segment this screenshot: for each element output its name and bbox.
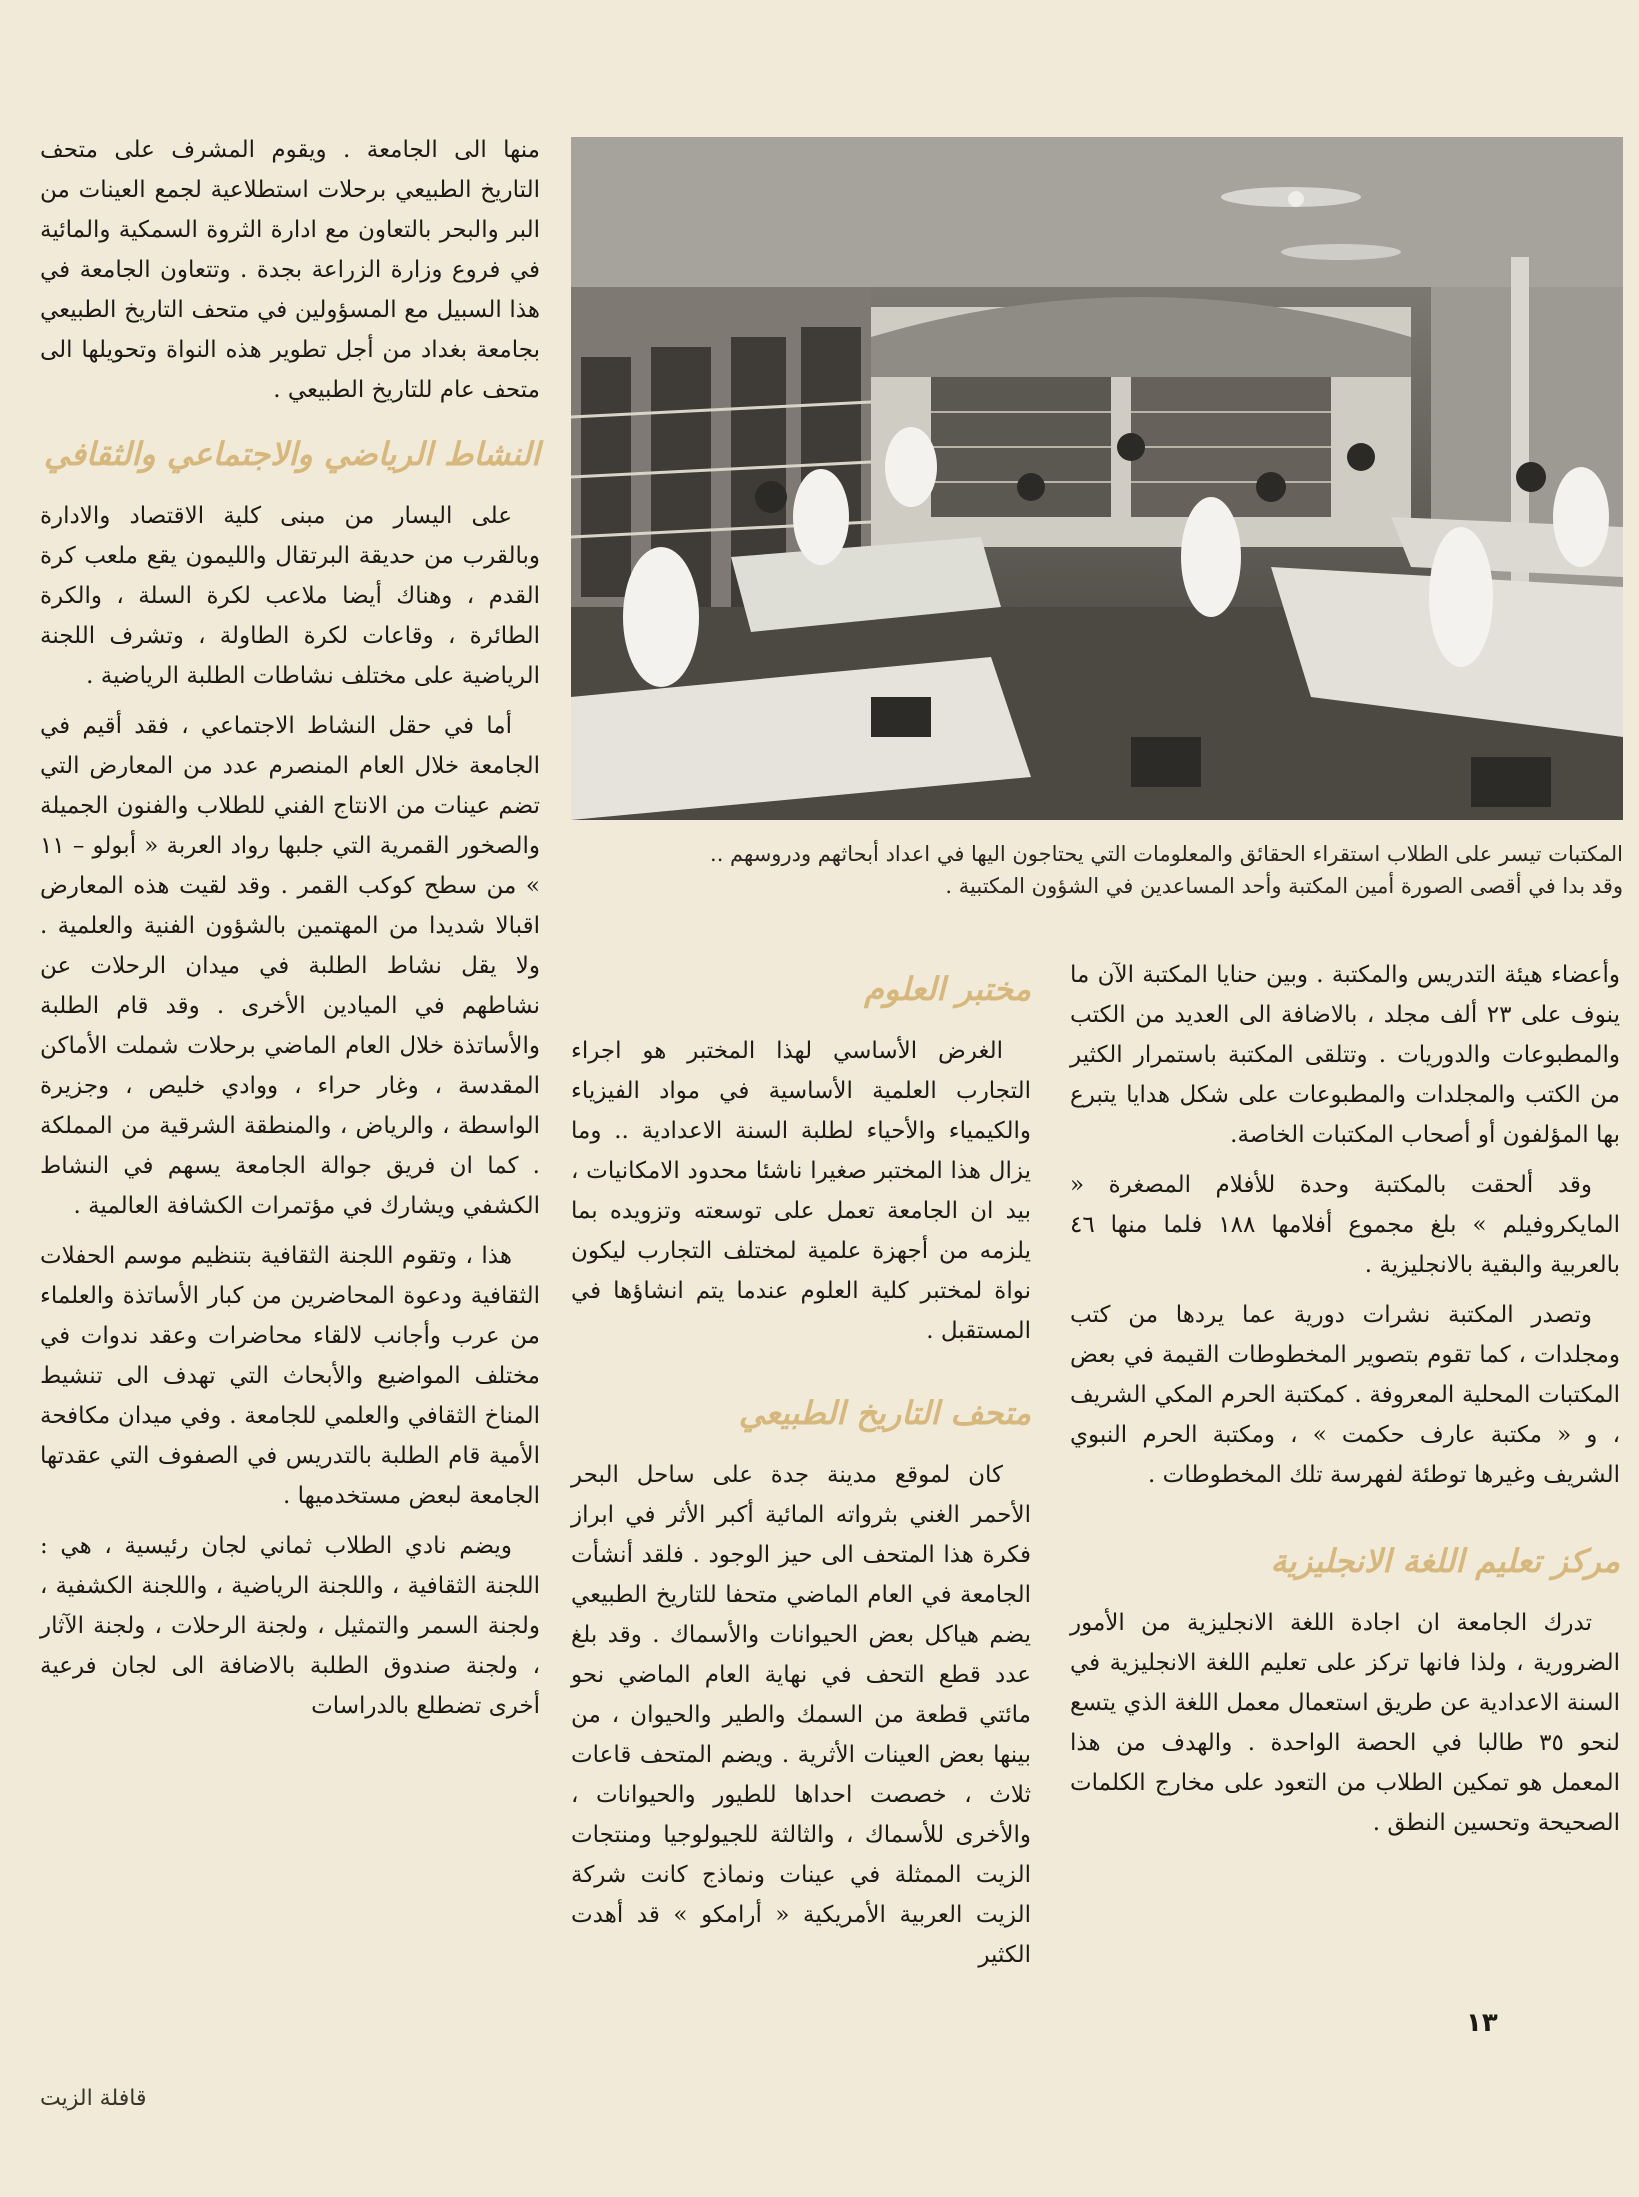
paragraph: منها الى الجامعة . ويقوم المشرف على متحف التاريخ الطبيعي برحلات استطلاعية لجمع العينات من البر والبحر بالتعاون مع ادارة الثروة السمكية والمائية في فروع وزارة الزراعة بجدة . وتتعاون الجامعة في هذا السبيل مع المسؤولين في متحف التاريخ الطبيعي بجامعة بغداد من أجل تطوير هذه النواة وتحويلها الى متحف عام للتاريخ الطبيعي . <box>40 137 540 403</box>
section-heading-science-lab: مختبر العلوم <box>864 970 1031 1008</box>
photo-caption <box>571 838 1623 902</box>
section-heading-sports-social-cultural: النشاط الرياضي والاجتماعي والثقافي <box>43 435 540 473</box>
paragraph: على اليسار من مبنى كلية الاقتصاد والادارة وبالقرب من حديقة البرتقال والليمون يقع ملعب كرة القدم ، وهناك أيضا ملاعب لكرة السلة ، والكرة الطائرة ، وقاعات لكرة الطاولة ، وتشرف اللجنة الرياضية على مختلف نشاطات الطلبة الرياضية . <box>40 503 540 689</box>
library-photo-illustration <box>571 137 1623 820</box>
left-column <box>40 130 540 1736</box>
paragraph: الغرض الأساسي لهذا المختبر هو اجراء التجارب العلمية الأساسية في مواد الفيزياء والكيمياء والأحياء لطلبة السنة الاعدادية .. وما يزال هذا المختبر صغيرا ناشئا محدود الامكانيات ، بيد ان الجامعة تعمل على توسعته وتزويده بما يلزمه من أجهزة علمية لمختلف التجارب ليكون نواة لمختبر كلية العلوم عندما يتم انشاؤها في المستقبل . <box>571 1038 1031 1344</box>
library-photo <box>571 137 1623 820</box>
caption-line-1: المكتبات تيسر على الطلاب استقراء الحقائق والمعلومات التي يحتاجون اليها في اعداد أبحاثهم ودروسهم .. <box>710 842 1623 866</box>
paragraph: وتصدر المكتبة نشرات دورية عما يردها من كتب ومجلدات ، كما تقوم بتصوير المخطوطات القيمة في بعض المكتبات المحلية المعروفة . كمكتبة الحرم المكي الشريف ، و « مكتبة عارف حكمت » ، ومكتبة الحرم النبوي الشريف وغيرها توطئة لفهرسة تلك المخطوطات . <box>1070 1302 1620 1488</box>
paragraph: كان لموقع مدينة جدة على ساحل البحر الأحمر الغني بثرواته المائية أكبر الأثر في ابراز فكرة هذا المتحف الى حيز الوجود . فلقد أنشأت الجامعة في العام الماضي متحفا للتاريخ الطبيعي يضم هياكل بعض الحيوانات والأسماك . وقد بلغ عدد قطع التحف في نهاية العام الماضي نحو مائتي قطعة من السمك والطير والحيوان ، من بينها بعض العينات الأثرية . ويضم المتحف قاعات ثلاث ، خصصت احداها للطيور والحيوانات ، والأخرى للأسماك ، والثالثة للجيولوجيا ومنتجات الزيت الممثلة في عينات ونماذج كانت شركة الزيت العربية الأمريكية « أرامكو » قد أهدت الكثير <box>571 1462 1031 1968</box>
section-heading-natural-history-museum: متحف التاريخ الطبيعي <box>738 1394 1031 1432</box>
paragraph: أما في حقل النشاط الاجتماعي ، فقد أقيم في الجامعة خلال العام المنصرم عدد من المعارض التي تضم عينات من الانتاج الفني للطلاب والفنون الجميلة والصخور القمرية التي جلبها رواد العربة « أبولو – ١١ » من سطح كوكب القمر . وقد لقيت هذه المعارض اقبالا شديدا من المهتمين بالشؤون الفنية والعلمية . ولا يقل نشاط الطلبة في ميدان الرحلات عن نشاطهم في الميادين الأخرى . وقد قام الطلبة والأساتذة خلال العام الماضي برحلات شملت الأماكن المقدسة ، وغار حراء ، ووادي خليص ، وجزيرة الواسطة ، والرياض ، والمنطقة الشرقية من المملكة . كما ان فريق جوالة الجامعة يسهم في النشاط الكشفي ويشارك في مؤتمرات الكشافة العالمية . <box>40 713 540 1219</box>
paragraph: ويضم نادي الطلاب ثماني لجان رئيسية ، هي : اللجنة الثقافية ، واللجنة الرياضية ، واللجنة الكشفية ، ولجنة السمر والتمثيل ، ولجنة الرحلات ، ولجنة الآثار ، ولجنة صندوق الطلبة بالاضافة الى لجان فرعية أخرى تضطلع بالدراسات <box>40 1533 540 1719</box>
middle-column <box>571 945 1031 1985</box>
right-column <box>1070 955 1620 1853</box>
section-heading-english-center: مركز تعليم اللغة الانجليزية <box>1270 1542 1620 1580</box>
paragraph: وأعضاء هيئة التدريس والمكتبة . وبين حنايا المكتبة الآن ما ينوف على ٢٣ ألف مجلد ، بالاضافة الى العديد من الكتب والمطبوعات والدوريات . وتتلقى المكتبة باستمرار الكثير من الكتب والمجلدات والمطبوعات على شكل هدايا يتبرع بها المؤلفون أو أصحاب المكتبات الخاصة. <box>1070 962 1620 1148</box>
paragraph: هذا ، وتقوم اللجنة الثقافية بتنظيم موسم الحفلات الثقافية ودعوة المحاضرين من كبار الأساتذة والعلماء من عرب وأجانب لالقاء محاضرات وعقد ندوات في مختلف المواضيع والأبحاث التي تهدف الى تنشيط المناخ الثقافي والعلمي للجامعة . وفي ميدان مكافحة الأمية قام الطلبة بالتدريس في الصفوف التي عقدتها الجامعة لبعض مستخدميها . <box>40 1243 540 1509</box>
paragraph: وقد ألحقت بالمكتبة وحدة للأفلام المصغرة « المايكروفيلم » بلغ مجموع أفلامها ١٨٨ فلما منها ٤٦ بالعربية والبقية بالانجليزية . <box>1070 1172 1620 1278</box>
magazine-name: قافلة الزيت <box>40 2086 147 2111</box>
caption-line-2: وقد بدا في أقصى الصورة أمين المكتبة وأحد المساعدين في الشؤون المكتبية . <box>945 874 1623 898</box>
paragraph: تدرك الجامعة ان اجادة اللغة الانجليزية من الأمور الضرورية ، ولذا فانها تركز على تعليم اللغة الانجليزية في السنة الاعدادية عن طريق استعمال معمل اللغة الذي يتسع لنحو ٣٥ طالبا في الحصة الواحدة . والهدف من هذا المعمل هو تمكين الطلاب من التعود على مخارج الكلمات الصحيحة وتحسين النطق . <box>1070 1610 1620 1836</box>
page-number: ١٣ <box>1466 2008 1498 2038</box>
